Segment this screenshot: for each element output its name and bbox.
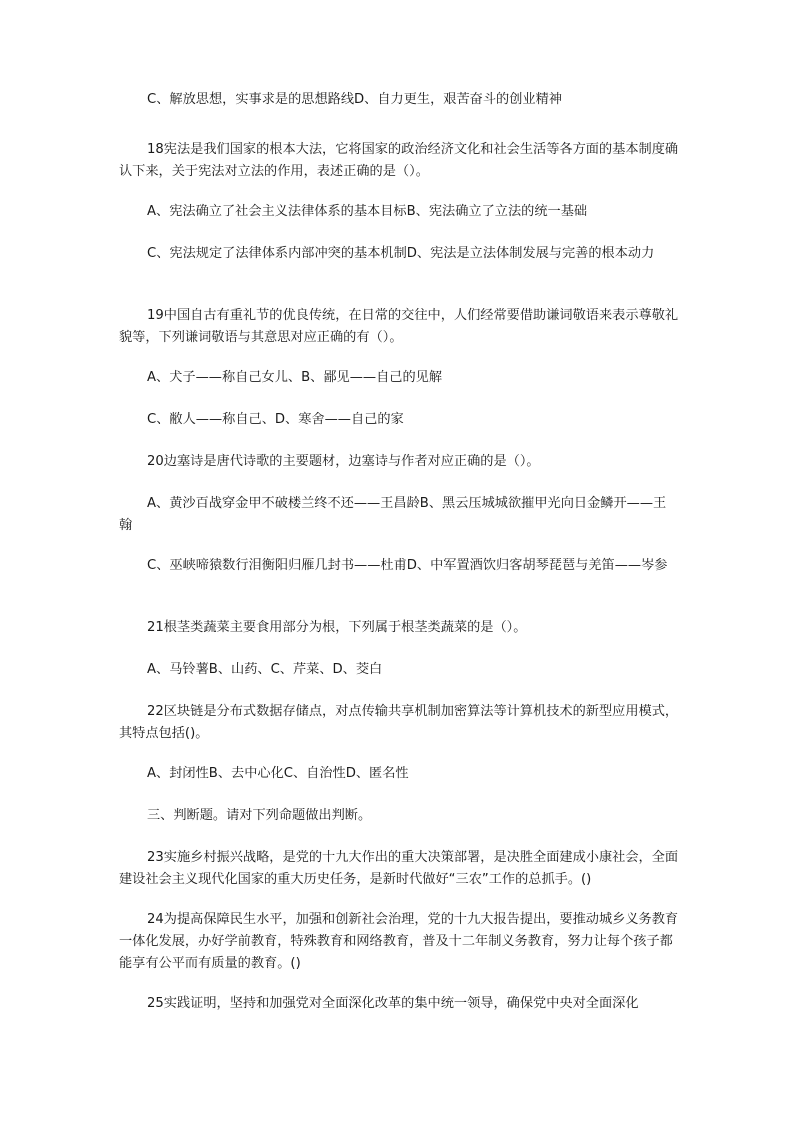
paragraph-q21-options: A、马铃薯B、山药、C、芹菜、D、茭白 [147,662,383,677]
paragraph-question-25: 25实践证明，坚持和加强党对全面深化改革的集中统一领导，确保党中央对全面深化 [147,996,639,1011]
paragraph-q18-options-cd: C、宪法规定了法律体系内部冲突的基本机制D、宪法是立法体制发展与完善的根本动力 [147,246,655,261]
paragraph-question-24: 24为提高保障民生水平，加强和创新社会治理，党的十九大报告提出，要推动城乡义务教育一体化发展，办好学前教育，特殊教育和网络教育，普及十二年制义务教育，努力让每个孩子都能享有公平而有质量的教育。() [119,912,679,971]
paragraph-q19-options-cd: C、敝人——称自己、D、寒舍——自己的家 [147,412,404,427]
paragraph-q22-options: A、封闭性B、去中心化C、自治性D、匿名性 [147,766,409,781]
paragraph-q20-options-ab: A、黄沙百战穿金甲不破楼兰终不还——王昌龄B、黑云压城城欲摧甲光向日金鳞开——王翰 [119,496,667,533]
section-heading-judgement: 三、判断题。请对下列命题做出判断。 [147,808,372,823]
paragraph-question-21: 21根茎类蔬菜主要食用部分为根，下列属于根茎类蔬菜的是（）。 [147,620,527,635]
paragraph-q20-options-cd: C、巫峡啼猿数行泪衡阳归雁几封书——杜甫D、中军置酒饮归客胡琴琵琶与羌笛——岑参 [147,558,668,573]
paragraph-q19-options-ab: A、犬子——称自己女儿、B、鄙见——自己的见解 [147,370,443,385]
paragraph-question-22: 22区块链是分布式数据存储点，对点传输共享机制加密算法等计算机技术的新型应用模式，其特点包括()。 [119,704,679,741]
paragraph-question-19: 19中国自古有重礼节的优良传统，在日常的交往中，人们经常要借助谦词敬语来表示尊敬礼貌等，下列谦词敬语与其意思对应正确的有（）。 [119,308,679,345]
paragraph-question-20: 20边塞诗是唐代诗歌的主要题材，边塞诗与作者对应正确的是（）。 [147,454,540,469]
paragraph-question-23: 23实施乡村振兴战略，是党的十九大作出的重大决策部署，是决胜全面建成小康社会，全面建设社会主义现代化国家的重大历史任务，是新时代做好“三农”工作的总抓手。() [119,850,679,887]
paragraph-q18-options-ab: A、宪法确立了社会主义法律体系的基本目标B、宪法确立了立法的统一基础 [147,204,588,219]
paragraph-question-18: 18宪法是我们国家的根本大法，它将国家的政治经济文化和社会生活等各方面的基本制度确认下来，关于宪法对立法的作用，表述正确的是（）。 [119,142,679,179]
paragraph-option-c-d: C、解放思想，实事求是的思想路线D、自力更生，艰苦奋斗的创业精神 [147,92,562,107]
